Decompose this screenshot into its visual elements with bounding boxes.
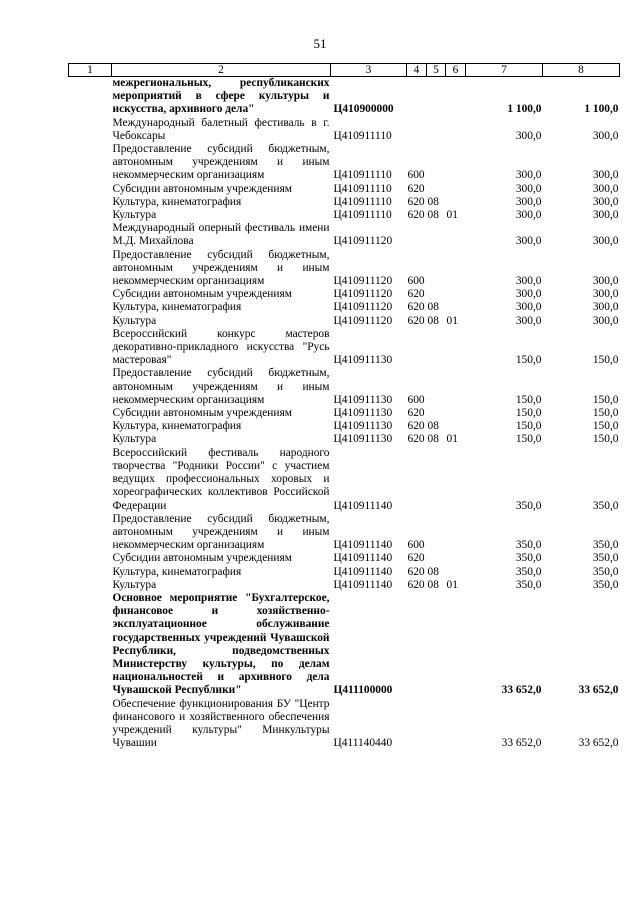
- section-code: [427, 117, 446, 143]
- table-row: [69, 183, 620, 196]
- amount-col8: 150,0: [592, 433, 619, 446]
- amount-col7: 150,0: [515, 433, 542, 446]
- expense-type: 620: [407, 288, 425, 301]
- table-row: [69, 579, 620, 592]
- section-code: [427, 77, 446, 117]
- item-name: Культура: [112, 578, 157, 591]
- amount-col8: 350,0: [592, 552, 619, 565]
- amount-col7: 300,0: [515, 182, 542, 195]
- table-row: [69, 592, 620, 698]
- amount-col8: 300,0: [592, 314, 619, 327]
- amount-col8: 150,0: [592, 393, 619, 406]
- section-code: [427, 143, 446, 183]
- subsection-code: [446, 117, 466, 143]
- amount-col7: 300,0: [515, 209, 542, 222]
- item-name: Культура, кинематография: [112, 565, 242, 578]
- column-header: 8: [543, 64, 620, 77]
- item-name: Предоставление субсидий бюджетным, автономным учреждениям и иным некоммерческим организациям: [112, 367, 330, 406]
- item-name: Культура, кинематография: [112, 301, 242, 314]
- first-cell: [69, 447, 112, 513]
- expense-type: [407, 447, 427, 513]
- subsection-code: [446, 407, 466, 420]
- first-cell: [69, 222, 112, 248]
- amount-col8: 150,0: [592, 354, 619, 367]
- table-row: [69, 196, 620, 209]
- first-cell: [69, 288, 112, 301]
- expense-type: [407, 592, 427, 698]
- section-code: [427, 328, 446, 368]
- amount-col8: 300,0: [592, 235, 619, 248]
- expense-type: 600: [407, 393, 425, 406]
- first-cell: [69, 420, 112, 433]
- section-code: 08: [427, 314, 439, 327]
- expense-type: [407, 698, 427, 751]
- subsection-code: [446, 328, 466, 368]
- amount-col8: 300,0: [592, 209, 619, 222]
- section-code: 08: [427, 209, 439, 222]
- first-cell: [69, 143, 112, 183]
- amount-col7: 300,0: [515, 235, 542, 248]
- amount-col8: 33 652,0: [578, 737, 619, 750]
- item-name: Культура: [112, 314, 157, 327]
- subsection-code: [446, 592, 466, 698]
- amount-col7: 350,0: [515, 578, 542, 591]
- subsection-code: [446, 552, 466, 565]
- first-cell: [69, 183, 112, 196]
- amount-col7: 300,0: [515, 195, 542, 208]
- subsection-code: [446, 249, 466, 289]
- section-code: [427, 698, 446, 751]
- target-code: Ц410911120: [333, 275, 393, 288]
- target-code: Ц410911130: [333, 354, 393, 367]
- amount-col7: 300,0: [515, 288, 542, 301]
- subsection-code: [446, 143, 466, 183]
- item-name: Субсидии автономным учреждениям: [112, 407, 292, 420]
- column-header: 7: [466, 64, 543, 77]
- target-code: Ц410911130: [333, 393, 393, 406]
- expense-type: [407, 328, 427, 368]
- item-name: Культура: [112, 209, 157, 222]
- target-code: Ц410911110: [333, 209, 392, 222]
- amount-col8: 33 652,0: [578, 684, 619, 697]
- table-row: [69, 117, 620, 143]
- subsection-code: 01: [446, 209, 458, 222]
- amount-col8: 300,0: [592, 129, 619, 142]
- subsection-code: [446, 301, 466, 314]
- amount-col7: 300,0: [515, 314, 542, 327]
- first-cell: [69, 301, 112, 314]
- target-code: Ц410911120: [333, 301, 393, 314]
- subsection-code: [446, 222, 466, 248]
- amount-col7: 300,0: [515, 275, 542, 288]
- amount-col7: 350,0: [515, 552, 542, 565]
- table-row: [69, 288, 620, 301]
- amount-col7: 150,0: [515, 393, 542, 406]
- target-code: Ц410911140: [333, 578, 393, 591]
- expense-type: 620: [407, 565, 425, 578]
- table-row: [69, 433, 620, 446]
- target-code: Ц410900000: [333, 103, 394, 116]
- first-cell: [69, 698, 112, 751]
- target-code: Ц410911110: [333, 129, 392, 142]
- section-code: 08: [427, 565, 439, 578]
- table-row: [69, 552, 620, 565]
- table-row: [69, 328, 620, 368]
- subsection-code: [446, 698, 466, 751]
- subsection-code: [446, 367, 466, 407]
- column-header: 6: [446, 64, 466, 77]
- first-cell: [69, 552, 112, 565]
- item-name: Международный балетный фестиваль в г. Чебоксары: [112, 116, 330, 142]
- budget-table: [68, 63, 620, 750]
- section-code: [427, 367, 446, 407]
- section-code: 08: [427, 195, 439, 208]
- subsection-code: 01: [446, 433, 458, 446]
- subsection-code: [446, 183, 466, 196]
- item-name: Предоставление субсидий бюджетным, автономным учреждениям и иным некоммерческим организациям: [112, 143, 330, 182]
- table-row: [69, 77, 620, 117]
- section-code: 08: [427, 420, 439, 433]
- amount-col8: 150,0: [592, 420, 619, 433]
- amount-col8: 300,0: [592, 195, 619, 208]
- first-cell: [69, 407, 112, 420]
- amount-col7: 300,0: [515, 301, 542, 314]
- target-code: Ц410911140: [333, 565, 393, 578]
- subsection-code: 01: [446, 314, 458, 327]
- expense-type: 620: [407, 182, 425, 195]
- section-code: [427, 288, 446, 301]
- expense-type: 620: [407, 420, 425, 433]
- amount-col8: 300,0: [592, 288, 619, 301]
- column-header: 1: [69, 64, 112, 77]
- first-cell: [69, 117, 112, 143]
- target-code: Ц410911140: [333, 552, 393, 565]
- amount-col8: 350,0: [592, 499, 619, 512]
- target-code: Ц410911140: [333, 539, 393, 552]
- expense-type: 620: [407, 433, 425, 446]
- first-cell: [69, 367, 112, 407]
- subsection-code: 01: [446, 578, 458, 591]
- amount-col8: 300,0: [592, 182, 619, 195]
- item-name: Всероссийский фестиваль народного творчества "Родники России" с участием ведущих профессиональных хоровых и хореографических коллективов Российской Федерации: [112, 446, 330, 512]
- amount-col8: 150,0: [592, 407, 619, 420]
- section-code: [427, 552, 446, 565]
- first-cell: [69, 249, 112, 289]
- item-name: Культура, кинематография: [112, 420, 242, 433]
- section-code: [427, 592, 446, 698]
- section-code: [427, 447, 446, 513]
- target-code: Ц410911110: [333, 182, 392, 195]
- expense-type: 620: [407, 552, 425, 565]
- table-row: [69, 447, 620, 513]
- expense-type: 620: [407, 314, 425, 327]
- target-code: Ц411100000: [333, 684, 393, 697]
- table-row: [69, 698, 620, 751]
- expense-type: [407, 77, 427, 117]
- table-row: [69, 420, 620, 433]
- subsection-code: [446, 447, 466, 513]
- table-row: [69, 222, 620, 248]
- table-row: [69, 566, 620, 579]
- subsection-code: [446, 513, 466, 553]
- first-cell: [69, 579, 112, 592]
- target-code: Ц410911130: [333, 433, 393, 446]
- item-name: Субсидии автономным учреждениям: [112, 552, 292, 565]
- item-name: Субсидии автономным учреждениям: [112, 288, 292, 301]
- column-number-row: [69, 64, 620, 77]
- amount-col7: 300,0: [515, 129, 542, 142]
- first-cell: [69, 513, 112, 553]
- subsection-code: [446, 196, 466, 209]
- expense-type: [407, 222, 427, 248]
- amount-col7: 1 100,0: [507, 103, 542, 116]
- amount-col7: 350,0: [515, 565, 542, 578]
- item-name: Всероссийский конкурс мастеров декоративно-прикладного искусства "Русь мастеровая": [112, 327, 330, 367]
- table-row: [69, 209, 620, 222]
- first-cell: [69, 315, 112, 328]
- expense-type: 600: [407, 539, 425, 552]
- amount-col8: 300,0: [592, 301, 619, 314]
- first-cell: [69, 566, 112, 579]
- amount-col8: 350,0: [592, 578, 619, 591]
- table-row: [69, 315, 620, 328]
- item-name: Субсидии автономным учреждениям: [112, 182, 292, 195]
- item-name: межрегиональных, республиканских мероприятий в сфере культуры и искусства, архивного дела": [112, 77, 330, 116]
- item-name: Предоставление субсидий бюджетным, автономным учреждениям и иным некоммерческим организациям: [112, 248, 330, 288]
- amount-col8: 350,0: [592, 565, 619, 578]
- target-code: Ц410911130: [333, 407, 393, 420]
- amount-col7: 300,0: [515, 169, 542, 182]
- target-code: Ц410911120: [333, 314, 393, 327]
- section-code: 08: [427, 301, 439, 314]
- table-row: [69, 513, 620, 553]
- section-code: 08: [427, 433, 439, 446]
- expense-type: [407, 117, 427, 143]
- subsection-code: [446, 420, 466, 433]
- expense-type: 600: [407, 275, 425, 288]
- first-cell: [69, 196, 112, 209]
- column-header: 3: [331, 64, 407, 77]
- column-header: 4: [407, 64, 427, 77]
- target-code: Ц410911110: [333, 169, 392, 182]
- amount-col7: 33 652,0: [501, 684, 542, 697]
- first-cell: [69, 433, 112, 446]
- amount-col8: 300,0: [592, 275, 619, 288]
- table-row: [69, 143, 620, 183]
- amount-col7: 33 652,0: [501, 737, 542, 750]
- target-code: Ц410911120: [333, 288, 393, 301]
- target-code: Ц410911140: [333, 499, 393, 512]
- amount-col7: 150,0: [515, 407, 542, 420]
- expense-type: 620: [407, 209, 425, 222]
- expense-type: 620: [407, 195, 425, 208]
- first-cell: [69, 328, 112, 368]
- section-code: [427, 222, 446, 248]
- item-name: Международный оперный фестиваль имени М.Д. Михайлова: [112, 222, 330, 248]
- page-number: 51: [313, 36, 327, 51]
- expense-type: 620: [407, 407, 425, 420]
- amount-col7: 350,0: [515, 499, 542, 512]
- section-code: [427, 407, 446, 420]
- item-name: Культура, кинематография: [112, 195, 242, 208]
- section-code: [427, 513, 446, 553]
- expense-type: 620: [407, 578, 425, 591]
- item-name: Предоставление субсидий бюджетным, автономным учреждениям и иным некоммерческим организациям: [112, 512, 330, 552]
- section-code: [427, 183, 446, 196]
- target-code: Ц410911120: [333, 235, 393, 248]
- target-code: Ц410911130: [333, 420, 393, 433]
- subsection-code: [446, 288, 466, 301]
- table-row: [69, 301, 620, 314]
- amount-col7: 150,0: [515, 420, 542, 433]
- expense-type: 620: [407, 301, 425, 314]
- amount-col8: 1 100,0: [584, 103, 619, 116]
- first-cell: [69, 209, 112, 222]
- column-header: 5: [427, 64, 446, 77]
- amount-col7: 350,0: [515, 539, 542, 552]
- table-row: [69, 249, 620, 289]
- section-code: 08: [427, 578, 439, 591]
- item-name: Обеспечение функционирования БУ "Центр финансового и хозяйственного обеспечения учреждений культуры" Минкультуры Чувашии: [112, 697, 330, 750]
- subsection-code: [446, 566, 466, 579]
- target-code: Ц410911110: [333, 195, 392, 208]
- amount-col8: 300,0: [592, 169, 619, 182]
- table-row: [69, 407, 620, 420]
- first-cell: [69, 77, 112, 117]
- first-cell: [69, 592, 112, 698]
- expense-type: 600: [407, 169, 425, 182]
- section-code: [427, 249, 446, 289]
- item-name: Основное мероприятие "Бухгалтерское, финансовое и хозяйственно-эксплуатационное обслуживание государственных учреждений Чувашской Республики, подведомственных Министерству культуры, по делам национальностей и архивного дела Чувашской Республики": [112, 591, 330, 697]
- amount-col7: 150,0: [515, 354, 542, 367]
- table-row: [69, 367, 620, 407]
- subsection-code: [446, 77, 466, 117]
- target-code: Ц411140440: [333, 737, 393, 750]
- item-name: Культура: [112, 433, 157, 446]
- column-header: 2: [112, 64, 331, 77]
- amount-col8: 350,0: [592, 539, 619, 552]
